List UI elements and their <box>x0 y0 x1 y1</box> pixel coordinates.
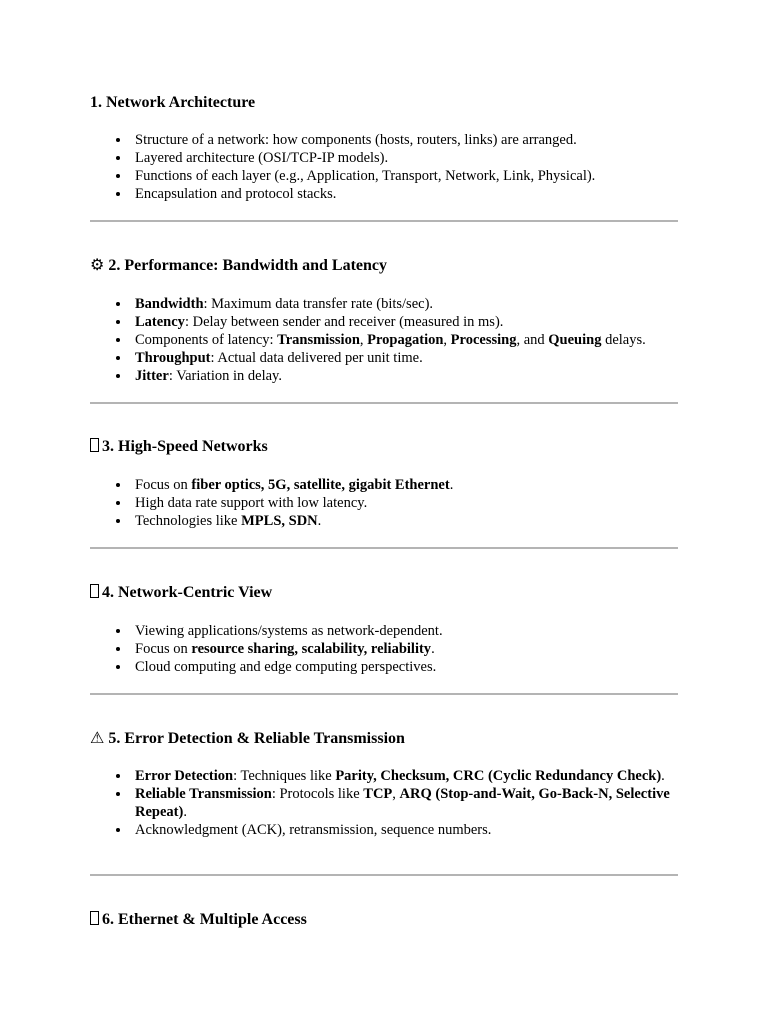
list-item: Jitter: Variation in delay. <box>90 367 678 385</box>
missing-glyph-icon <box>90 584 99 598</box>
list-item: Focus on fiber optics, 5G, satellite, gigabit Ethernet. <box>90 476 678 494</box>
list-item: Structure of a network: how components (hosts, routers, links) are arranged. <box>90 131 678 149</box>
list-item: Layered architecture (OSI/TCP-IP models). <box>90 149 678 167</box>
list-item: Bandwidth: Maximum data transfer rate (bits/sec). <box>90 295 678 313</box>
section-divider <box>90 547 678 549</box>
section-divider <box>90 402 678 404</box>
list-item: High data rate support with low latency. <box>90 494 678 512</box>
section-heading-network-centric-view: 4. Network-Centric View <box>90 583 272 603</box>
bullet-list-error-detection <box>90 767 678 839</box>
bullet-list-high-speed-networks <box>90 476 678 530</box>
list-item: Encapsulation and protocol stacks. <box>90 185 678 203</box>
missing-glyph-icon <box>90 438 99 452</box>
section-heading-performance: ⚙ 2. Performance: Bandwidth and Latency <box>90 257 387 274</box>
bullet-list-network-centric-view <box>90 622 678 676</box>
list-item: Acknowledgment (ACK), retransmission, sequence numbers. <box>90 821 678 839</box>
list-item: Reliable Transmission: Protocols like TCP, ARQ (Stop-and-Wait, Go-Back-N, Selective Repeat). <box>90 785 678 821</box>
list-item: Focus on resource sharing, scalability, reliability. <box>90 640 678 658</box>
missing-glyph-icon <box>90 911 99 925</box>
section-heading-ethernet-multiple-access: 6. Ethernet & Multiple Access <box>90 910 307 930</box>
section-heading-network-architecture: 1. Network Architecture <box>90 94 256 111</box>
bullet-list-network-architecture <box>90 131 678 203</box>
section-divider <box>90 874 678 876</box>
list-item: Functions of each layer (e.g., Application, Transport, Network, Link, Physical). <box>90 167 678 185</box>
section-heading-high-speed-networks: 3. High-Speed Networks <box>90 437 268 457</box>
warning-icon: ⚠ <box>90 730 105 747</box>
bullet-list-performance <box>90 295 678 385</box>
list-item: Technologies like MPLS, SDN. <box>90 512 678 530</box>
list-item: Cloud computing and edge computing perspectives. <box>90 658 678 676</box>
list-item: Components of latency: Transmission, Propagation, Processing, and Queuing delays. <box>90 331 678 349</box>
list-item: Latency: Delay between sender and receiver (measured in ms). <box>90 313 678 331</box>
section-divider <box>90 693 678 695</box>
list-item: Error Detection: Techniques like Parity, Checksum, CRC (Cyclic Redundancy Check). <box>90 767 678 785</box>
list-item: Viewing applications/systems as network-dependent. <box>90 622 678 640</box>
section-heading-error-detection: ⚠ 5. Error Detection & Reliable Transmission <box>90 730 405 747</box>
section-divider <box>90 220 678 222</box>
gear-icon: ⚙ <box>90 257 105 274</box>
list-item: Throughput: Actual data delivered per unit time. <box>90 349 678 367</box>
